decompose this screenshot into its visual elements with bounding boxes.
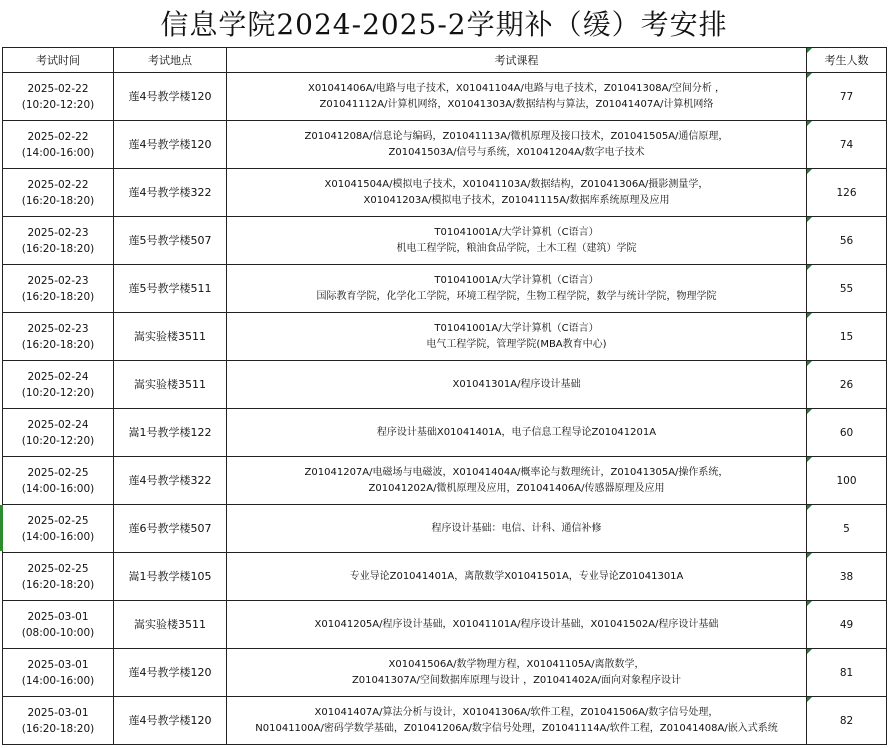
exam-date: 2025-02-24 bbox=[27, 418, 89, 431]
table-row bbox=[3, 121, 887, 169]
course-line: 程序设计基础X01041401A，电子信息工程导论Z01041201A bbox=[376, 426, 657, 438]
table-row bbox=[3, 313, 887, 361]
exam-course-cell bbox=[227, 361, 807, 409]
exam-date: 2025-03-01 bbox=[27, 706, 89, 719]
exam-time-cell bbox=[3, 121, 114, 169]
exam-venue-cell: 莲4号教学楼322 bbox=[114, 457, 227, 505]
student-count: 49 bbox=[839, 618, 854, 631]
exam-date: 2025-02-23 bbox=[27, 274, 89, 287]
course-line: X01041203A/模拟电子技术，Z01041115A/数据库系统原理及应用 bbox=[363, 194, 670, 206]
exam-time-cell bbox=[3, 409, 114, 457]
student-count-cell bbox=[807, 697, 887, 745]
exam-time-cell bbox=[3, 217, 114, 265]
exam-date: 2025-02-25 bbox=[27, 514, 89, 527]
cell-comment-marker bbox=[807, 601, 812, 606]
course-line: Z01041202A/微机原理及应用，Z01041406A/传感器原理及应用 bbox=[368, 482, 665, 494]
exam-time-range: (16:20-18:20) bbox=[21, 242, 95, 255]
exam-date: 2025-02-25 bbox=[27, 466, 89, 479]
student-count-cell bbox=[807, 601, 887, 649]
exam-time-range: (16:20-18:20) bbox=[21, 290, 95, 303]
exam-time-range: (14:00-16:00) bbox=[21, 674, 95, 687]
student-count-cell bbox=[807, 265, 887, 313]
cell-comment-marker bbox=[807, 649, 812, 654]
student-count: 81 bbox=[839, 666, 854, 679]
exam-date: 2025-02-22 bbox=[27, 130, 89, 143]
course-line: X01041506A/数学物理方程，X01041105A/离散数学， bbox=[388, 658, 645, 670]
exam-time-range: (08:00-10:00) bbox=[21, 626, 95, 639]
course-line: 机电工程学院，粮油食品学院，土木工程（建筑）学院 bbox=[396, 242, 637, 254]
header-count bbox=[807, 48, 887, 73]
course-line: X01041504A/模拟电子技术，X01041103A/数据结构，Z01041306A/摄影测量学， bbox=[324, 178, 709, 190]
exam-course-cell bbox=[227, 217, 807, 265]
student-count-cell bbox=[807, 505, 887, 553]
course-line: N01041100A/密码学数学基础，Z01041206A/数字信号处理，Z01041114A/软件工程，Z01041408A/嵌入式系统 bbox=[255, 722, 778, 734]
course-line: Z01041112A/计算机网络，X01041303A/数据结构与算法，Z01041407A/计算机网络 bbox=[319, 98, 714, 110]
exam-course-cell bbox=[227, 313, 807, 361]
exam-time-cell bbox=[3, 697, 114, 745]
student-count: 100 bbox=[836, 474, 857, 487]
student-count: 56 bbox=[839, 234, 854, 247]
exam-date: 2025-03-01 bbox=[27, 658, 89, 671]
cell-comment-marker bbox=[807, 313, 812, 318]
cell-comment-marker bbox=[807, 553, 812, 558]
table-row bbox=[3, 457, 887, 505]
cell-comment-marker bbox=[807, 48, 812, 53]
exam-course-cell bbox=[227, 505, 807, 553]
course-line: Z01041307A/空间数据库原理与设计 ，Z01041402A/面向对象程序设计 bbox=[351, 674, 682, 686]
exam-venue-cell: 莲4号教学楼120 bbox=[114, 649, 227, 697]
student-count-cell bbox=[807, 409, 887, 457]
exam-time-cell bbox=[3, 601, 114, 649]
exam-time-cell bbox=[3, 73, 114, 121]
table-row bbox=[3, 697, 887, 745]
student-count-cell bbox=[807, 361, 887, 409]
table-row bbox=[3, 505, 887, 553]
cell-comment-marker bbox=[807, 265, 812, 270]
cell-comment-marker bbox=[807, 505, 812, 510]
exam-venue-cell: 莲5号教学楼507 bbox=[114, 217, 227, 265]
exam-course-cell bbox=[227, 697, 807, 745]
table-row bbox=[3, 601, 887, 649]
course-line: Z01041208A/信息论与编码，Z01041113A/微机原理及接口技术，Z01041505A/通信原理， bbox=[304, 130, 729, 142]
student-count: 38 bbox=[839, 570, 854, 583]
exam-time-cell bbox=[3, 169, 114, 217]
student-count-cell bbox=[807, 169, 887, 217]
exam-date: 2025-02-22 bbox=[27, 82, 89, 95]
exam-date: 2025-02-25 bbox=[27, 562, 89, 575]
exam-date: 2025-02-24 bbox=[27, 370, 89, 383]
cell-comment-marker bbox=[807, 457, 812, 462]
table-row bbox=[3, 265, 887, 313]
header-count-label: 考生人数 bbox=[824, 54, 869, 67]
cell-comment-marker bbox=[807, 73, 812, 78]
cell-comment-marker bbox=[807, 121, 812, 126]
exam-time-range: (10:20-12:20) bbox=[21, 386, 95, 399]
cell-comment-marker bbox=[807, 217, 812, 222]
exam-date: 2025-02-23 bbox=[27, 226, 89, 239]
exam-course-cell bbox=[227, 121, 807, 169]
exam-date: 2025-02-22 bbox=[27, 178, 89, 191]
table-row bbox=[3, 649, 887, 697]
header-row bbox=[3, 48, 887, 73]
student-count: 55 bbox=[839, 282, 854, 295]
course-line: Z01041503A/信号与系统，X01041204A/数字电子技术 bbox=[388, 146, 645, 158]
student-count: 5 bbox=[843, 522, 850, 535]
student-count-cell bbox=[807, 121, 887, 169]
exam-venue-cell: 莲4号教学楼120 bbox=[114, 697, 227, 745]
exam-venue-cell: 嵩实验楼3511 bbox=[114, 601, 227, 649]
page-title: 信息学院2024-2025-2学期补（缓）考安排 bbox=[160, 8, 728, 41]
student-count-cell bbox=[807, 457, 887, 505]
course-line: T01041001A/大学计算机（C语言） bbox=[434, 322, 599, 334]
cell-comment-marker bbox=[807, 409, 812, 414]
exam-time-range: (16:20-18:20) bbox=[21, 338, 95, 351]
exam-date: 2025-03-01 bbox=[27, 610, 89, 623]
exam-venue-cell: 莲4号教学楼120 bbox=[114, 121, 227, 169]
exam-time-range: (10:20-12:20) bbox=[21, 98, 95, 111]
student-count: 77 bbox=[839, 90, 854, 103]
student-count: 26 bbox=[839, 378, 854, 391]
exam-course-cell bbox=[227, 553, 807, 601]
table-row bbox=[3, 553, 887, 601]
course-line: 国际教育学院，化学化工学院，环境工程学院，生物工程学院，数学与统计学院，物理学院 bbox=[316, 290, 717, 302]
exam-time-cell bbox=[3, 361, 114, 409]
exam-venue-cell: 嵩1号教学楼105 bbox=[114, 553, 227, 601]
student-count: 74 bbox=[839, 138, 854, 151]
schedule-table bbox=[2, 47, 887, 745]
course-line: 专业导论Z01041401A，离散数学X01041501A，专业导论Z01041301A bbox=[349, 570, 684, 582]
exam-venue-cell: 嵩实验楼3511 bbox=[114, 313, 227, 361]
table-row bbox=[3, 361, 887, 409]
student-count: 126 bbox=[836, 186, 857, 199]
exam-course-cell bbox=[227, 169, 807, 217]
exam-time-range: (16:20-18:20) bbox=[21, 194, 95, 207]
exam-time-range: (16:20-18:20) bbox=[21, 722, 95, 735]
exam-date: 2025-02-23 bbox=[27, 322, 89, 335]
course-line: X01041406A/电路与电子技术，X01041104A/电路与电子技术，Z01041308A/空间分析 ， bbox=[307, 82, 726, 94]
course-line: Z01041207A/电磁场与电磁波，X01041404A/概率论与数理统计，Z01041305A/操作系统， bbox=[304, 466, 729, 478]
exam-venue-cell: 莲6号教学楼507 bbox=[114, 505, 227, 553]
exam-course-cell bbox=[227, 409, 807, 457]
header-time: 考试时间 bbox=[3, 48, 114, 73]
exam-venue-cell: 莲5号教学楼511 bbox=[114, 265, 227, 313]
exam-venue-cell: 莲4号教学楼322 bbox=[114, 169, 227, 217]
exam-venue-cell: 嵩实验楼3511 bbox=[114, 361, 227, 409]
cell-comment-marker bbox=[807, 697, 812, 702]
course-line: 电气工程学院，管理学院(MBA教育中心) bbox=[426, 338, 607, 350]
student-count-cell bbox=[807, 217, 887, 265]
course-line: X01041301A/程序设计基础 bbox=[452, 378, 581, 390]
exam-time-cell bbox=[3, 265, 114, 313]
header-venue: 考试地点 bbox=[114, 48, 227, 73]
exam-course-cell bbox=[227, 457, 807, 505]
student-count: 60 bbox=[839, 426, 854, 439]
table-row bbox=[3, 169, 887, 217]
header-course: 考试课程 bbox=[227, 48, 807, 73]
exam-time-cell bbox=[3, 649, 114, 697]
exam-time-cell bbox=[3, 313, 114, 361]
exam-time-range: (10:20-12:20) bbox=[21, 434, 95, 447]
row-selection-indicator bbox=[0, 505, 3, 551]
table-row bbox=[3, 217, 887, 265]
exam-venue-cell: 莲4号教学楼120 bbox=[114, 73, 227, 121]
exam-time-range: (14:00-16:00) bbox=[21, 482, 95, 495]
course-line: 程序设计基础：电信、计科、通信补修 bbox=[431, 522, 602, 534]
student-count-cell bbox=[807, 73, 887, 121]
exam-course-cell bbox=[227, 265, 807, 313]
course-line: T01041001A/大学计算机（C语言） bbox=[434, 274, 599, 286]
student-count: 82 bbox=[839, 714, 854, 727]
exam-time-cell bbox=[3, 505, 114, 553]
course-line: X01041205A/程序设计基础，X01041101A/程序设计基础，X01041502A/程序设计基础 bbox=[314, 618, 719, 630]
exam-course-cell bbox=[227, 73, 807, 121]
exam-time-cell bbox=[3, 457, 114, 505]
exam-time-cell bbox=[3, 553, 114, 601]
student-count-cell bbox=[807, 553, 887, 601]
exam-time-range: (14:00-16:00) bbox=[21, 530, 95, 543]
cell-comment-marker bbox=[807, 169, 812, 174]
table-row bbox=[3, 409, 887, 457]
cell-comment-marker bbox=[807, 361, 812, 366]
exam-course-cell bbox=[227, 649, 807, 697]
course-line: X01041407A/算法分析与设计，X01041306A/软件工程，Z01041506A/数字信号处理， bbox=[314, 706, 719, 718]
exam-time-range: (16:20-18:20) bbox=[21, 578, 95, 591]
student-count-cell bbox=[807, 649, 887, 697]
exam-course-cell bbox=[227, 601, 807, 649]
exam-venue-cell: 嵩1号教学楼122 bbox=[114, 409, 227, 457]
student-count: 15 bbox=[839, 330, 854, 343]
course-line: T01041001A/大学计算机（C语言） bbox=[434, 226, 599, 238]
student-count-cell bbox=[807, 313, 887, 361]
exam-time-range: (14:00-16:00) bbox=[21, 146, 95, 159]
table-row bbox=[3, 73, 887, 121]
